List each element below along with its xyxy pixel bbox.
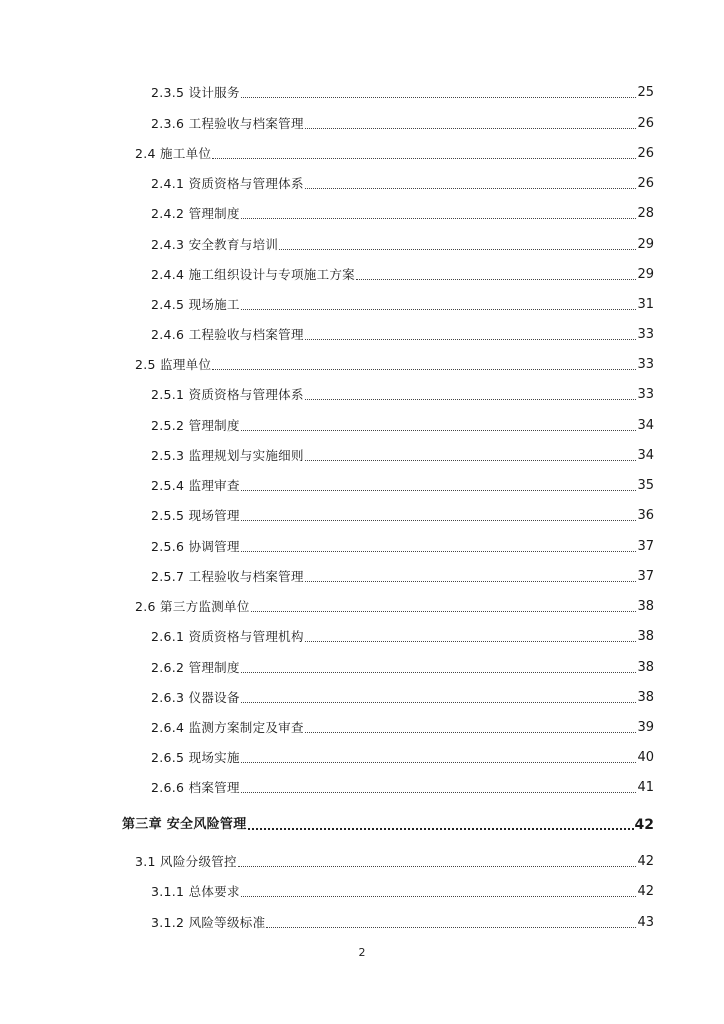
toc-dot-leader: [305, 641, 637, 642]
toc-entry[interactable]: [135, 598, 654, 616]
toc-entry[interactable]: [151, 779, 654, 797]
toc-entry[interactable]: [151, 689, 654, 707]
toc-entry[interactable]: [151, 568, 654, 586]
toc-entry-page: 33: [637, 357, 654, 372]
toc-entry[interactable]: [151, 659, 654, 677]
toc-entry[interactable]: [151, 296, 654, 314]
toc-entry-page: 37: [637, 539, 654, 554]
toc-entry-page: 31: [637, 297, 654, 312]
toc-dot-leader: [305, 581, 637, 582]
toc-entry-page: 43: [637, 915, 654, 930]
toc-entry[interactable]: [151, 477, 654, 495]
toc-dot-leader: [212, 369, 636, 370]
toc-dot-leader: [266, 927, 636, 928]
toc-entry[interactable]: [151, 236, 654, 254]
toc-entry-label: 2.5.5 现场管理: [151, 508, 240, 523]
toc-entry-label: 2.5.3 监理规划与实施细则: [151, 448, 304, 463]
toc-entry-page: 41: [637, 780, 654, 795]
toc-entry[interactable]: [151, 326, 654, 344]
toc-entry-label: 2.6 第三方监测单位: [135, 599, 250, 614]
toc-entry-page: 40: [637, 750, 654, 765]
toc-entry[interactable]: [151, 84, 654, 102]
toc-entry[interactable]: [151, 914, 654, 932]
toc-entry[interactable]: [135, 853, 654, 871]
toc-entry[interactable]: [151, 447, 654, 465]
toc-entry[interactable]: [151, 628, 654, 646]
toc-dot-leader: [305, 732, 637, 733]
toc-entry[interactable]: [151, 719, 654, 737]
toc-entry[interactable]: [151, 386, 654, 404]
toc-dot-leader: [241, 430, 637, 431]
toc-entry[interactable]: [151, 538, 654, 556]
toc-entry-label: 2.5.2 管理制度: [151, 418, 240, 433]
page-number: 2: [358, 946, 366, 959]
toc-entry[interactable]: [151, 749, 654, 767]
toc-entry-label: 2.5.6 协调管理: [151, 539, 240, 554]
toc-dot-leader: [241, 97, 637, 98]
toc-dot-leader: [248, 828, 634, 830]
toc-dot-leader: [241, 762, 637, 763]
toc-entry-label: 2.4.1 资质资格与管理体系: [151, 176, 304, 191]
toc-entry-label: 2.4.6 工程验收与档案管理: [151, 327, 304, 342]
toc-entry[interactable]: [151, 115, 654, 133]
toc-entry-page: 34: [637, 418, 654, 433]
toc-entry[interactable]: [151, 205, 654, 223]
toc-entry[interactable]: [122, 816, 654, 834]
toc-dot-leader: [241, 792, 637, 793]
toc-entry[interactable]: [135, 145, 654, 163]
toc-entry-label: 2.4.4 施工组织设计与专项施工方案: [151, 267, 355, 282]
toc-entry[interactable]: [151, 417, 654, 435]
toc-entry-page: 34: [637, 448, 654, 463]
toc-entry-page: 42: [634, 817, 654, 833]
toc-entry-page: 28: [637, 206, 654, 221]
toc-entry-page: 38: [637, 660, 654, 675]
toc-entry-page: 25: [637, 85, 654, 100]
toc-entry-label: 2.6.6 档案管理: [151, 780, 240, 795]
toc-dot-leader: [241, 520, 637, 521]
toc-entry-label: 第三章 安全风险管理: [122, 817, 247, 832]
toc-entry-label: 2.6.3 仪器设备: [151, 690, 240, 705]
toc-entry-page: 29: [637, 237, 654, 252]
toc-dot-leader: [305, 460, 637, 461]
toc-dot-leader: [241, 672, 637, 673]
toc-entry-page: 26: [637, 116, 654, 131]
toc-entry-label: 2.6.4 监测方案制定及审查: [151, 720, 304, 735]
toc-dot-leader: [305, 188, 637, 189]
toc-entry-page: 42: [637, 854, 654, 869]
toc-entry-label: 2.5.4 监理审查: [151, 478, 240, 493]
toc-entry-page: 35: [637, 478, 654, 493]
toc-entry-label: 2.3.5 设计服务: [151, 85, 240, 100]
toc-entry-page: 42: [637, 884, 654, 899]
toc-entry-page: 33: [637, 327, 654, 342]
toc-entry-label: 2.4 施工单位: [135, 146, 212, 161]
toc-entry-page: 38: [637, 629, 654, 644]
toc-dot-leader: [251, 611, 637, 612]
toc-entry-label: 2.5 监理单位: [135, 357, 212, 372]
toc-dot-leader: [356, 279, 636, 280]
toc-entry-label: 3.1 风险分级管控: [135, 854, 237, 869]
toc-dot-leader: [241, 702, 637, 703]
toc-entry-label: 2.6.5 现场实施: [151, 750, 240, 765]
toc-dot-leader: [305, 128, 637, 129]
toc-entry-label: 3.1.1 总体要求: [151, 884, 240, 899]
toc-entry-label: 2.5.7 工程验收与档案管理: [151, 569, 304, 584]
toc-entry-page: 38: [637, 599, 654, 614]
toc-entry-page: 39: [637, 720, 654, 735]
toc-dot-leader: [241, 218, 637, 219]
toc-entry-label: 2.6.2 管理制度: [151, 660, 240, 675]
toc-entry[interactable]: [151, 507, 654, 525]
toc-dot-leader: [241, 490, 637, 491]
toc-entry-label: 2.6.1 资质资格与管理机构: [151, 629, 304, 644]
toc-entry-page: 36: [637, 508, 654, 523]
toc-dot-leader: [241, 896, 637, 897]
toc-entry-page: 38: [637, 690, 654, 705]
toc-entry-page: 26: [637, 146, 654, 161]
toc-entry-label: 2.3.6 工程验收与档案管理: [151, 116, 304, 131]
toc-entry-label: 2.4.2 管理制度: [151, 206, 240, 221]
toc-entry-page: 29: [637, 267, 654, 282]
toc-dot-leader: [279, 249, 636, 250]
toc-dot-leader: [212, 158, 636, 159]
toc-entry-label: 2.5.1 资质资格与管理体系: [151, 387, 304, 402]
toc-dot-leader: [305, 339, 637, 340]
toc-entry[interactable]: [151, 883, 654, 901]
toc-dot-leader: [305, 399, 637, 400]
toc-entry-label: 2.4.3 安全教育与培训: [151, 237, 279, 252]
toc-entry-page: 33: [637, 387, 654, 402]
toc-entry-label: 3.1.2 风险等级标准: [151, 915, 266, 930]
toc-dot-leader: [241, 551, 637, 552]
toc-entry[interactable]: [151, 175, 654, 193]
toc-entry-label: 2.4.5 现场施工: [151, 297, 240, 312]
toc-entry[interactable]: [151, 266, 654, 284]
toc-dot-leader: [238, 866, 637, 867]
toc-entry[interactable]: [135, 356, 654, 374]
toc-entry-page: 37: [637, 569, 654, 584]
toc-entry-page: 26: [637, 176, 654, 191]
toc-dot-leader: [241, 309, 637, 310]
